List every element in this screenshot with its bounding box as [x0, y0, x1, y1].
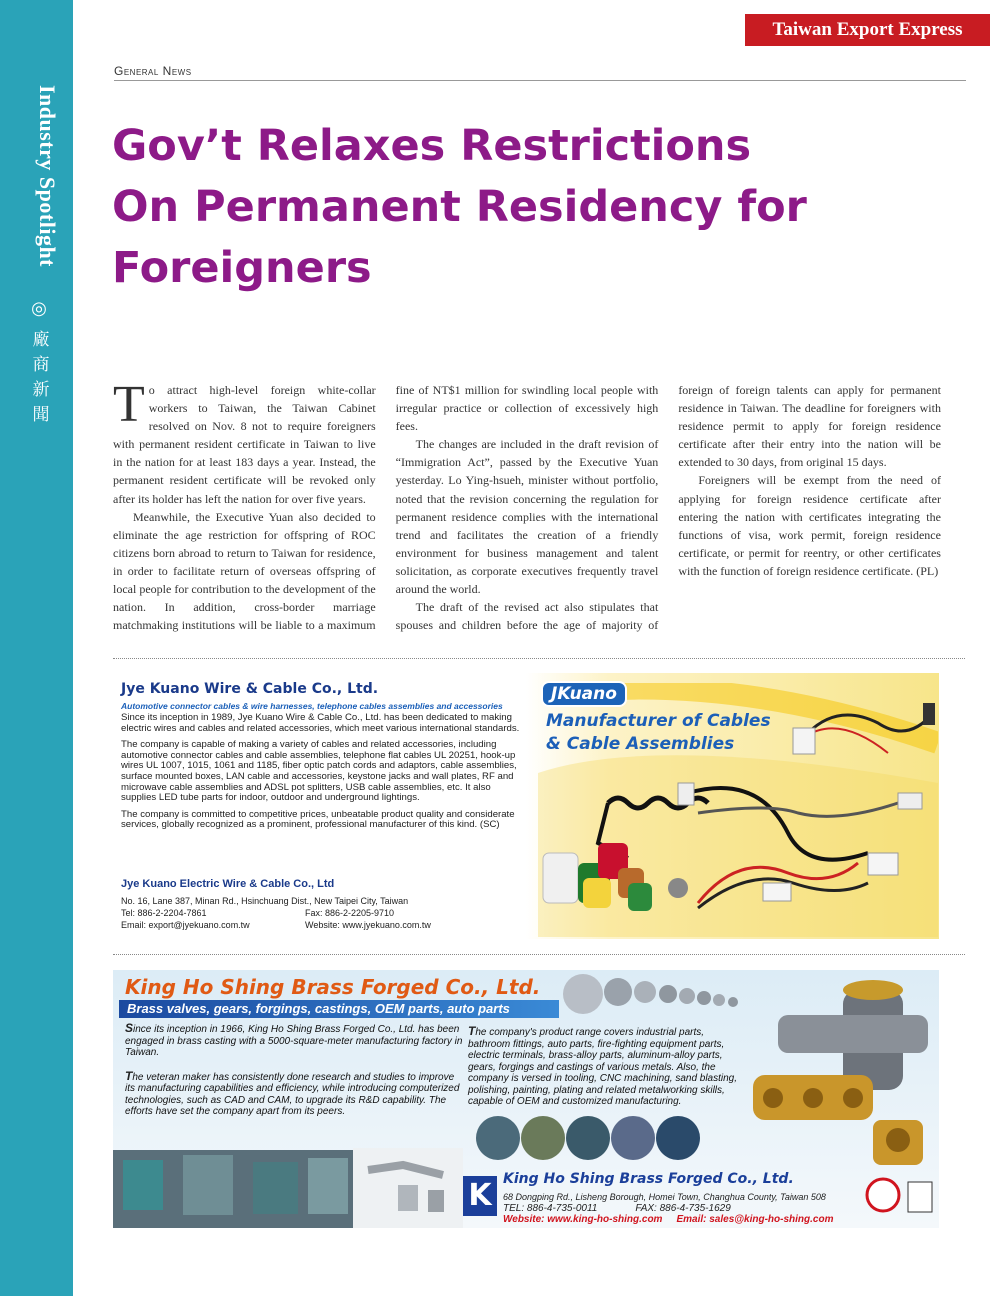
ad-description-2: The company's product range covers industrial parts, bathroom fittings, auto parts, fire-fighting equipment parts, electric terminals, brass-alloy parts, aluminum-alloy parts, gears, forgings and castings of various metals. Also, the company is versed in tooling, CNC machining, sand blasting, polishing, painting, plating and related metalworking skills, capable of OEM and customized manufacturing. — [468, 1024, 738, 1107]
ad-web-contact — [503, 1214, 833, 1225]
king-ho-shing-ad — [113, 970, 939, 1228]
website-link[interactable]: Website: www.jyekuano.com.tw — [305, 920, 431, 930]
ad-contact: No. 16, Lane 387, Minan Rd., Hsinchuang Dist., New Taipei City, Taiwan Tel: 886-2-2204-7861 Fax: 886-2-2205-9710 Email: export@jyekuano.com.tw Website: www.jyekuano.com.tw — [121, 896, 431, 930]
ad-slogan: Manufacturer of Cables & Cable Assemblies — [546, 711, 771, 754]
sidebar-label-zh: 廠 商 新 聞 — [32, 330, 50, 425]
bullseye-icon: ◎ — [31, 298, 47, 318]
article-paragraph: Meanwhile, the Executive Yuan also decided to eliminate the age restriction for offspring of ROC citizens born abroad to return to Taiwan for residence, in order to facilitate return of overseas offspring of local people for contribution to the development of the nation. In addition, cross-border marriage matchmaking institutions will be liable to a maximum fine of NT$1 million for swindling local people with irregular practice or collection of excessively high fees. — [113, 383, 659, 633]
email-link[interactable]: Email: sales@king-ho-shing.com — [676, 1214, 834, 1225]
article-paragraph: The changes are included in the draft revision of “Immigration Act”, passed by the Executive Yuan yesterday. Lo Ying-hsueh, minister without portfolio, noted that the revision concerning the regulation for permanent residence complies with the international trend and facilitates the creation of a friendly environment for business management and talent solicitation, as corporate executives frequently travel around the world. — [395, 437, 659, 597]
sidebar-strip — [0, 0, 73, 1296]
ad-company-name: King Ho Shing Brass Forged Co., Ltd. — [503, 1171, 794, 1187]
sidebar-label: Industry Spotlight — [35, 85, 60, 268]
headline: Gov’t Relaxes Restrictions On Permanent Residency for Foreigners — [112, 121, 807, 293]
ad-subtitle: Automotive connector cables & wire harnesses, telephone cables assemblies and accessories — [121, 701, 503, 711]
article-body — [113, 376, 941, 637]
divider — [113, 658, 965, 659]
brand-logo: JKuano — [541, 681, 627, 707]
ad-company-name: Jye Kuano Electric Wire & Cable Co., Ltd — [121, 878, 335, 890]
divider — [113, 954, 965, 955]
article-paragraph: Foreigners will be exempt from the need of applying for foreign residence certificate after entering the nation with certificates integrating the functions of visa, work permit, foreign residence certificate, or permit for reentry, or other certificates with the function of foreign residence certificate. (PL) — [678, 473, 941, 578]
ad-address: 68 Dongping Rd., Lisheng Borough, Homei Town, Changhua County, Taiwan 508 — [503, 1192, 826, 1202]
email-link[interactable]: Email: export@jyekuano.com.tw — [121, 920, 250, 930]
company-logo: K — [463, 1176, 497, 1216]
section-label: General News — [114, 64, 192, 78]
ad-banner-label: Brass valves, gears, forgings, castings, OEM parts, auto parts — [127, 1001, 510, 1016]
website-link[interactable]: Website: www.king-ho-shing.com — [503, 1214, 663, 1225]
ad-description: Since its inception in 1966, King Ho Shing Brass Forged Co., Ltd. has been engaged in brass casting with a 5000-square-meter manufacturing factory in Taiwan. The veteran maker has consistently done research and studies to improve its manufacturing capabilities and efficiency, while introducing computerized technologies, such as CAD and CAM, to upgrade its R&D capability. The efforts have set the company apart from its peers. — [125, 1021, 463, 1117]
article-paragraph: To attract high-level foreign white-collar workers to Taiwan, the Taiwan Cabinet resolved on Nov. 8 not to require foreigners with permanent resident certificate in Taiwan to live in the nation for at least 183 days a year. Instead, the permanent resident certificate will be revoked only after its holder has left the nation for over five years. — [113, 376, 376, 506]
ad-description: Since its inception in 1989, Jye Kuano Wire & Cable Co., Ltd. has been dedicated to making electric wires and cables and related accessories, which meet various international standards. The company is capable of making a variety of cables and related accessories, including automotive connector cables and cable assemblies, telephone flat cables UL 20251, hook-up wires UL 1007, 1015, 1061 and 1185, fiber optic patch cords and adaptors, cable assemblies, surface mounted boxes, LAN cable and accessories, keystone jacks and wall plates, RF and microwave cable assemblies and ADSL pot splitters, USB cable assemblies, etc. It also supplies LED tube parts for indoor, outdoor and underground lightings. The company is committed to competitive prices, unbeatable product quality and considerate services, globally recognized as a prominent, professional manufacturer of this kind. (SC) — [121, 712, 520, 831]
publication-tag: Taiwan Export Express — [745, 14, 990, 46]
article-paragraph: The draft of the revised act also stipulates that spouses and children before the age of majority of foreign of foreign talents can apply for permanent residence in Taiwan. The deadline for foreigners with residence permit to apply for foreign residence certificate after their entry into the nation will be extended to 30 days, from original 15 days. — [395, 383, 941, 633]
section-rule — [114, 80, 966, 81]
jye-kuano-ad — [113, 673, 939, 939]
ad-title: Jye Kuano Wire & Cable Co., Ltd. — [121, 681, 379, 697]
drop-cap: T — [113, 376, 145, 433]
ad-phone: TEL: 886-4-735-0011 FAX: 886-4-735-1629 — [503, 1203, 731, 1214]
ad-title: King Ho Shing Brass Forged Co., Ltd. — [125, 975, 541, 999]
